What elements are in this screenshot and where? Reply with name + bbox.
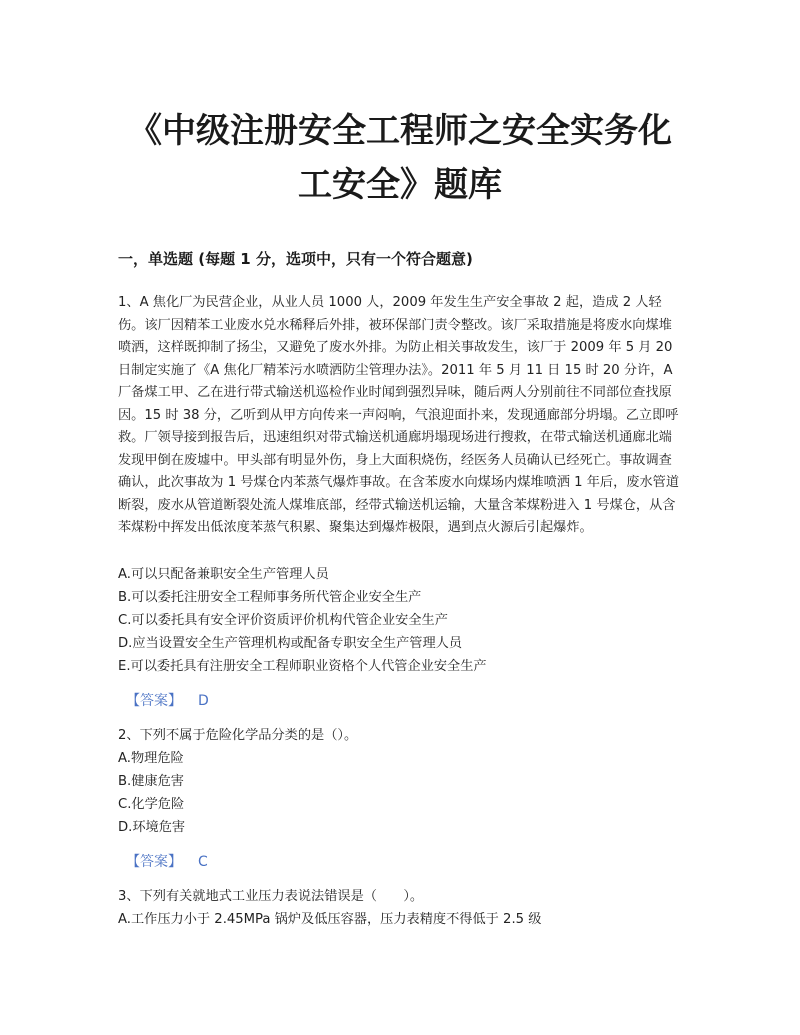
option-c: C.可以委托具有安全评价资质评价机构代管企业安全生产 (118, 613, 448, 628)
title-line-1: 《中级注册安全工程师之安全实务化 (128, 111, 672, 151)
option-a: A.可以只配备兼职安全生产管理人员 (118, 567, 329, 582)
option-a: A.工作压力小于 2.45MPa 锅炉及低压容器，压力表精度不得低于 2.5 级 (118, 912, 542, 927)
option-d: D.环境危害 (118, 820, 186, 835)
option-b: B.健康危害 (118, 774, 184, 789)
option-e: E.可以委托具有注册安全工程师职业资格个人代管企业安全生产 (118, 659, 487, 674)
question-2-stem: 2、下列不属于危险化学品分类的是（）。 (118, 728, 358, 743)
title-line-2: 工安全》题库 (298, 165, 502, 205)
document-title (100, 104, 700, 212)
question-3-options (118, 908, 683, 931)
question-1-answer (126, 690, 209, 710)
answer-value: C (198, 854, 208, 870)
answer-label: 【答案】 (126, 854, 182, 870)
section-heading: 一，单选题 (每题 1 分，选项中，只有一个符合题意) (118, 250, 473, 268)
answer-label: 【答案】 (126, 693, 182, 709)
option-a: A.物理危险 (118, 751, 184, 766)
question-1-options (118, 563, 683, 678)
question-3-stem: 3、下列有关就地式工业压力表说法错误是（ ）。 (118, 889, 424, 904)
answer-value: D (198, 693, 209, 709)
question-1-stem: 1、A 焦化厂为民营企业，从业人员 1000 人，2009 年发生生产安全事故 2 起，造成 2 人轻伤。该厂因精苯工业废水兑水稀释后外排，被环保部门责令整改。该厂采取措施是将废水向煤堆喷洒，这样既抑制了扬尘，又避免了废水外排。为防止相关事故发生，该厂于 2009 年 5 月 20 日制定实施了《A 焦化厂精苯污水喷洒防尘管理办法》。2011 年 5 月 11 日 15 时 20 分许，A 厂备煤工甲、乙在进行带式输送机巡检作业时闻到强烈异味，随后两人分别前往不同部位查找原因。15 时 38 分，乙听到从甲方向传来一声闷响，气浪迎面扑来，发现通廊部分坍塌。乙立即呼救。厂领导接到报告后，迅速组织对带式输送机通廊坍塌现场进行搜救，在带式输送机通廊北端发现甲倒在废墟中。甲头部有明显外伤，身上大面积烧伤，经医务人员确认已经死亡。事故调查确认，此次事故为 1 号煤仓内苯蒸气爆炸事故。在含苯废水向煤场内煤堆喷洒 1 年后，废水管道断裂，废水从管道断裂处流人煤堆底部，经带式输送机运输，大量含苯煤粉进入 1 号煤仓，从含苯煤粉中挥发出低浓度苯蒸气积累、聚集达到爆炸极限，遇到点火源后引起爆炸。 (118, 295, 680, 535)
question-2-options (118, 747, 683, 839)
question-2-answer (126, 851, 208, 871)
option-b: B.可以委托注册安全工程师事务所代管企业安全生产 (118, 590, 422, 605)
option-c: C.化学危险 (118, 797, 185, 812)
option-d: D.应当设置安全生产管理机构或配备专职安全生产管理人员 (118, 636, 463, 651)
